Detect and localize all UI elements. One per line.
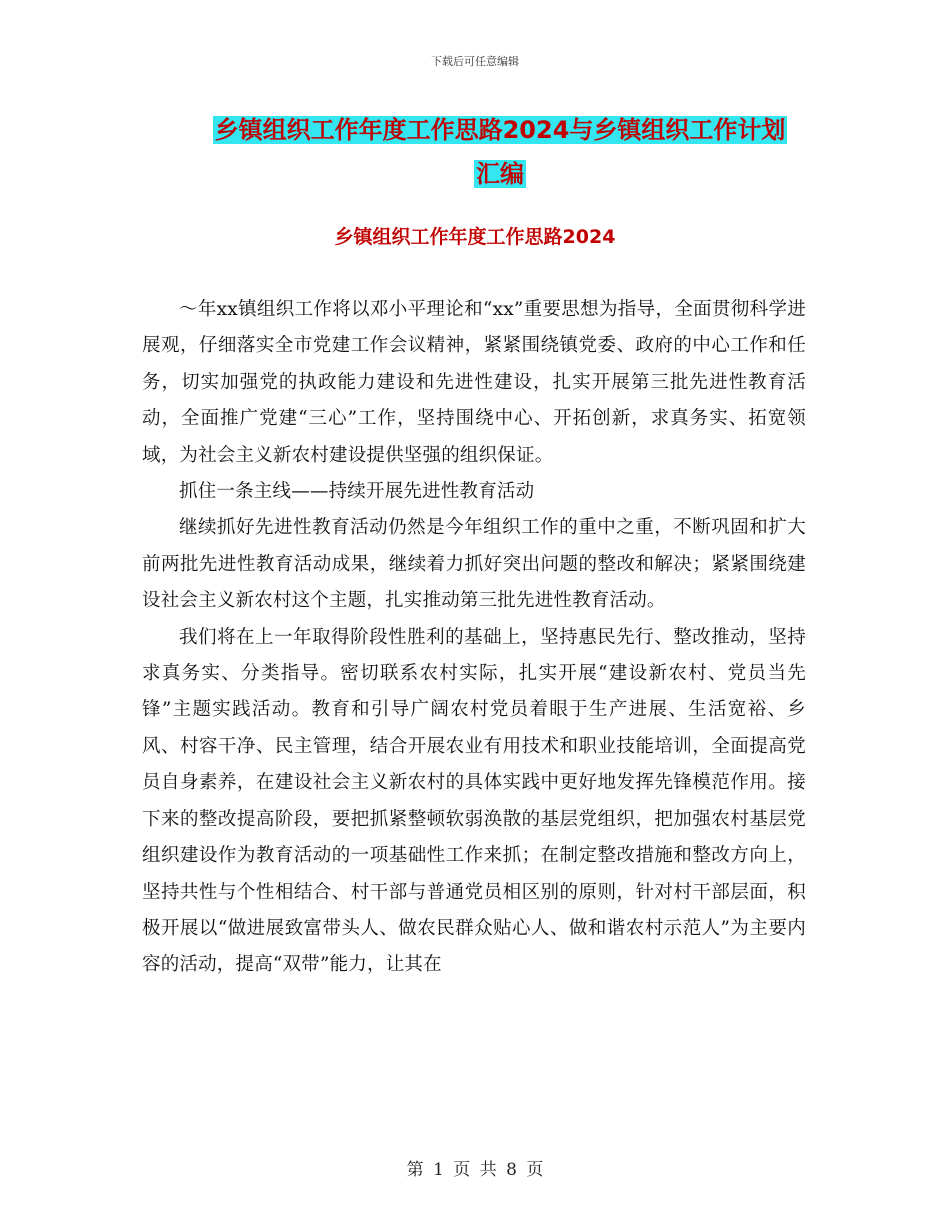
paragraph-heading-main-line: 抓住一条主线——持续开展先进性教育活动: [179, 481, 535, 503]
title-line-1: 乡镇组织工作年度工作思路2024与乡镇组织工作计划: [214, 116, 786, 144]
document-body: [142, 292, 806, 984]
title-line-2: 汇编: [476, 160, 524, 188]
page-footer: 第 1 页 共 8 页: [406, 1160, 544, 1180]
paragraph-intro: ～年xx镇组织工作将以邓小平理论和“xx”重要思想为指导，全面贯彻科学进展观，仔细落实全市党建工作会议精神，紧紧围绕镇党委、政府的中心工作和任务，切实加强党的执政能力建设和先进性建设，扎实开展第三批先进性教育活动，全面推广党建“三心”工作，坚持围绕中心、开拓创新，求真务实、拓宽领域，为社会主义新农村建设提供坚强的组织保证。: [142, 299, 806, 466]
document-title: [150, 108, 850, 196]
paragraph-continue-education: 继续抓好先进性教育活动仍然是今年组织工作的重中之重，不断巩固和扩大前两批先进性教育活动成果，继续着力抓好突出问题的整改和解决；紧紧围绕建设社会主义新农村这个主题，扎实推动第三批先进性教育活动。: [142, 517, 806, 612]
section-title: 乡镇组织工作年度工作思路2024: [334, 226, 616, 248]
header-note: 下载后可任意编辑: [431, 55, 519, 68]
paragraph-practice-activities: 我们将在上一年取得阶段性胜利的基础上，坚持惠民先行、整改推动，坚持求真务实、分类指导。密切联系农村实际，扎实开展“建设新农村、党员当先锋”主题实践活动。教育和引导广阔农村党员着眼于生产进展、生活宽裕、乡风、村容干净、民主管理，结合开展农业有用技术和职业技能培训，全面提高党员自身素养，在建设社会主义新农村的具体实践中更好地发挥先锋模范作用。接下来的整改提高阶段，要把抓紧整顿软弱涣散的基层党组织，把加强农村基层党组织建设作为教育活动的一项基础性工作来抓；在制定整改措施和整改方向上，坚持共性与个性相结合、村干部与普通党员相区别的原则，针对村干部层面，积极开展以“做进展致富带头人、做农民群众贴心人、做和谐农村示范人”为主要内容的活动，提高“双带”能力，让其在: [142, 626, 806, 976]
